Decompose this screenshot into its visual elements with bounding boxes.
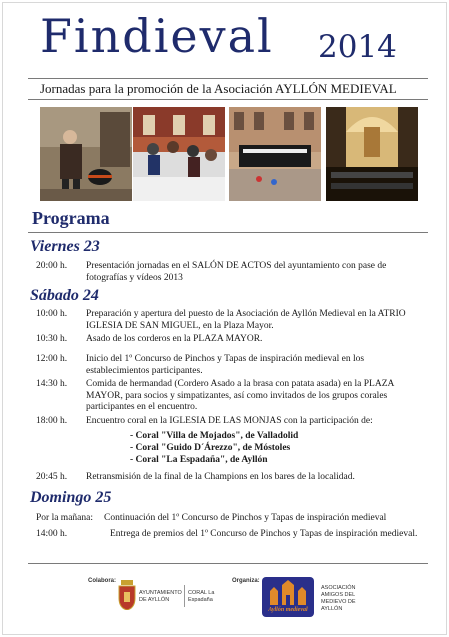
day-heading-sabado: Sábado 24 <box>30 287 99 304</box>
choir-item: - Coral "Guido D´Árezzo", de Móstoles <box>130 443 291 453</box>
photo-cooking <box>40 107 132 201</box>
photo-choir-square <box>229 107 321 201</box>
event-time: 20:00 h. <box>36 261 68 271</box>
event-time: Por la mañana: <box>36 513 93 523</box>
logo-text: Ayllón medieval <box>268 607 308 613</box>
divider <box>28 563 428 564</box>
event-description: Presentación jornadas en el SALÓN DE ACTOS del ayuntamiento con pase de fotografías y vídeos 2013 <box>86 261 387 283</box>
event-time: 18:00 h. <box>36 416 68 426</box>
event-time: 10:30 h. <box>36 334 68 344</box>
event-time: 12:00 h. <box>36 354 68 364</box>
event-description: Asado de los corderos en la PLAZA MAYOR. <box>86 334 263 344</box>
event-description: Comida de hermandad (Cordero Asado a la brasa con patata asada) en la PLAZA MAYOR, para socios y simpatizantes, así como invitados de los grupos corales participantes en el encuentro. <box>86 379 394 412</box>
event-time: 14:30 h. <box>36 379 68 389</box>
divider <box>28 78 428 79</box>
poster-subtitle: Jornadas para la promoción de la Asociación AYLLÓN MEDIEVAL <box>40 81 397 96</box>
poster-title: Findieval <box>40 9 274 63</box>
event-time: 14:00 h. <box>36 529 68 539</box>
event-description: Retransmisión de la final de la Champions en los bares de la localidad. <box>86 472 355 482</box>
photo-church-concert <box>326 107 418 201</box>
event-description: Inicio del 1º Concurso de Pinchos y Tapas de inspiración medieval en los establecimientos participantes. <box>86 354 365 376</box>
coral-name: CORAL La Espadaña <box>188 590 215 603</box>
divider <box>28 232 428 233</box>
day-heading-domingo: Domingo 25 <box>30 489 112 506</box>
poster-year: 2014 <box>318 29 397 65</box>
ayllon-medieval-logo <box>262 577 314 617</box>
collaborates-label: Colabora: <box>88 578 117 584</box>
divider <box>28 99 428 100</box>
footer-divider <box>184 585 185 607</box>
event-description: Preparación y apertura del puesto de la Asociación de Ayllón Medieval en la ATRIO IGLESIA DE SAN MIGUEL, en la Plaza Mayor. <box>86 309 406 331</box>
asociacion-name: ASOCIACIÓN AMIGOS DEL MEDIEVO DE AYLLÓN <box>321 585 356 612</box>
event-time: 10:00 h. <box>36 309 68 319</box>
photo-banquet <box>133 107 225 201</box>
event-description: Continuación del 1º Concurso de Pinchos y Tapas de inspiración medieval <box>104 513 387 523</box>
day-heading-viernes: Viernes 23 <box>30 238 100 255</box>
event-time: 20:45 h. <box>36 472 68 482</box>
event-description: Entrega de premios del 1º Concurso de Pinchos y Tapas de inspiración medieval. <box>110 529 418 539</box>
event-description: Encuentro coral en la IGLESIA DE LAS MONJAS con la participación de: <box>86 416 373 426</box>
choir-item: - Coral "Villa de Mojados", de Valladolid <box>130 431 299 441</box>
choir-item: - Coral "La Espadaña", de Ayllón <box>130 455 268 465</box>
organizes-label: Organiza: <box>232 578 260 584</box>
ayuntamiento-name: AYUNTAMIENTO DE AYLLÓN <box>139 590 182 603</box>
section-title: Programa <box>32 208 110 228</box>
ayuntamiento-crest-icon <box>118 580 136 610</box>
